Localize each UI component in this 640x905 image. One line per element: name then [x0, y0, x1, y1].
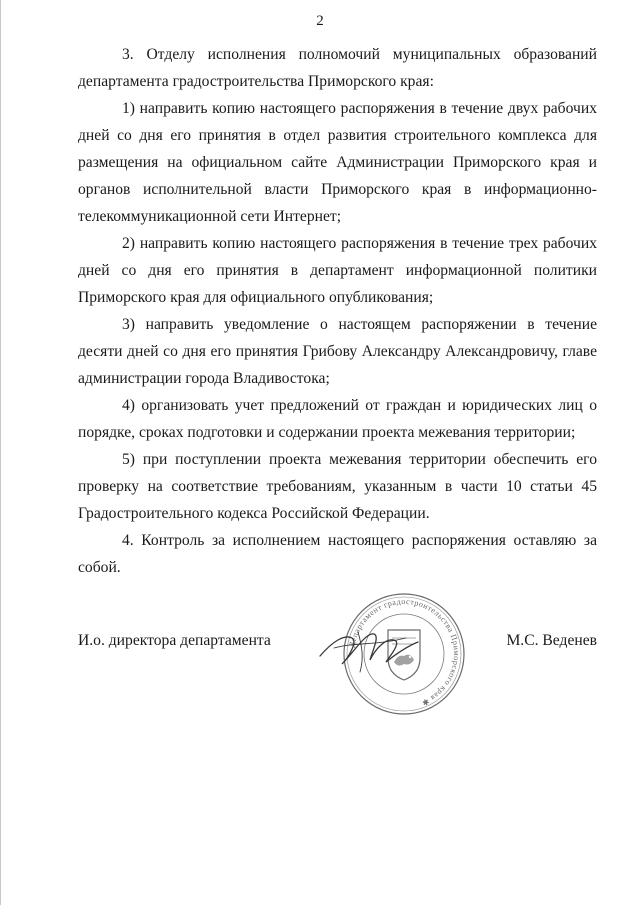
signatory-name: М.С. Веденев: [506, 632, 597, 649]
paragraph-subitem-1: 1) направить копию настоящего распоряжения в течение двух рабочих дней со дня его принятия в отдел развития строительного комплекса для размещения на официальном сайте Администрации Приморского края и органов исполнительной власти Приморского края в информационно-телекоммуникационной сети Интернет;: [78, 100, 597, 225]
signatory-title: И.о. директора департамента: [78, 632, 271, 649]
page-number: 2: [316, 13, 324, 29]
paragraph-item-3: 3. Отделу исполнения полномочий муниципальных образований департамента градостроительства Приморского края:: [78, 46, 597, 90]
handwritten-signature-icon: [314, 612, 424, 682]
page-edge: [0, 0, 1, 905]
svg-text:Департамент градостроительства: Департамент градостроительства Приморского края ✱: [347, 596, 462, 708]
paragraph-subitem-5: 5) при поступлении проекта межевания территории обеспечить его проверку на соответствие требованиям, указанным в части 10 статьи 45 Градостроительного кодекса Российской Федерации.: [78, 451, 597, 522]
paragraph-item-4: 4. Контроль за исполнением настоящего распоряжения оставляю за собой.: [78, 532, 597, 576]
paragraph-subitem-3: 3) направить уведомление о настоящем распоряжении в течение десяти дней со дня его принятия Грибову Александру Александровичу, главе администрации города Владивостока;: [78, 316, 597, 387]
document-body: [78, 41, 597, 581]
paragraph-subitem-2: 2) направить копию настоящего распоряжения в течение трех рабочих дней со дня его принятия в департамент информационной политики Приморского края для официального опубликования;: [78, 235, 597, 306]
signature-block: [78, 590, 597, 720]
paragraph-subitem-4: 4) организовать учет предложений от граждан и юридических лиц о порядке, сроках подготовки и содержании проекта межевания территории;: [78, 397, 597, 441]
